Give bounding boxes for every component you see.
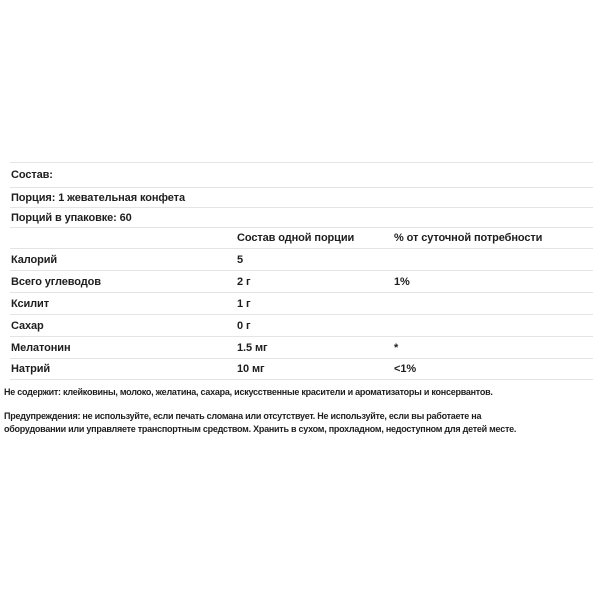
ingredients-row (10, 162, 593, 187)
serving-size-row (10, 187, 593, 207)
nutrient-amount: 5 (237, 253, 244, 266)
nutrient-name: Сахар (11, 319, 44, 332)
nutrient-name: Ксилит (11, 297, 49, 310)
nutrient-daily-value: 1% (394, 275, 410, 288)
allergen-note-text: Не содержит: клейковины, молоко, желатина, сахара, искусственные красители и ароматизаторы и консервантов. (4, 387, 493, 397)
column-header-daily-value: % от суточной потребности (394, 232, 543, 244)
allergen-note (4, 386, 596, 399)
table-row-melatonin (10, 336, 593, 358)
warnings-note (4, 410, 596, 436)
servings-per-container-row (10, 207, 593, 227)
table-row-total-carbs (10, 270, 593, 292)
column-header-amount: Состав одной порции (237, 232, 355, 244)
warnings-note-line-2: оборудовании или управляете транспортным средством. Хранить в сухом, прохладном, недоступном для детей месте. (4, 424, 517, 434)
nutrient-amount: 2 г (237, 275, 251, 288)
nutrient-amount: 1.5 мг (237, 341, 268, 354)
warnings-note-line-1: Предупреждения: не используйте, если печать сломана или отсутствует. Не используйте, если вы работаете на (4, 411, 482, 421)
nutrient-daily-value: <1% (394, 363, 417, 375)
nutrient-name: Калорий (11, 253, 58, 266)
table-row-sodium (10, 358, 593, 380)
nutrient-name: Натрий (11, 363, 51, 375)
table-row-sugar (10, 314, 593, 336)
nutrient-amount: 10 мг (237, 363, 265, 375)
serving-size-label: Порция: 1 жевательная конфета (11, 191, 185, 204)
nutrient-amount: 0 г (237, 319, 251, 332)
table-header-row (10, 227, 593, 248)
servings-per-container-label: Порций в упаковке: 60 (11, 211, 132, 224)
nutrient-name: Мелатонин (11, 341, 71, 354)
table-row-calories (10, 248, 593, 270)
ingredients-label: Состав: (11, 169, 53, 181)
nutrient-amount: 1 г (237, 297, 251, 310)
table-row-xylitol (10, 292, 593, 314)
supplement-facts-table (10, 162, 593, 380)
nutrient-daily-value: * (394, 341, 399, 354)
nutrient-name: Всего углеводов (11, 275, 101, 288)
